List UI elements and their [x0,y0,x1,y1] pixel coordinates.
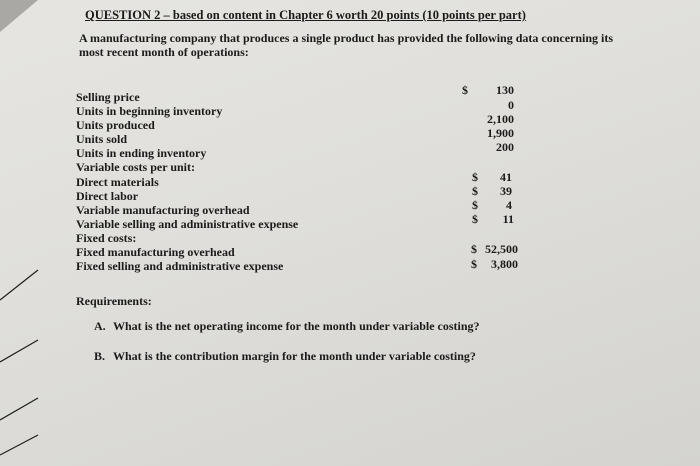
row-label-fixed-selling: Fixed selling and administrative expense [76,259,284,274]
requirement-b-text: What is the contribution margin for the month under variable costing? [113,349,476,363]
row-label-variable-costs: Variable costs per unit: [76,160,196,175]
row-label-fixed-costs: Fixed costs: [76,230,137,245]
page-corner [0,0,38,32]
row-label-beginning-inventory: Units in beginning inventory [76,104,223,119]
question-title: QUESTION 2 – based on content in Chapter 6 worth 20 points (10 points per part) [85,8,526,22]
value-variable-selling: 11 [502,212,514,226]
dollar-direct-labor: $ [472,184,478,198]
row-label-ending-inventory: Units in ending inventory [76,146,207,161]
requirement-b [94,349,476,364]
row-label-units-sold: Units sold [76,132,128,147]
requirements-heading: Requirements: [76,294,152,308]
value-fixed-selling: 3,800 [491,257,518,271]
value-beginning-inventory: 0 [508,98,514,112]
requirement-a-text: What is the net operating income for the month under variable costing? [113,319,480,333]
value-direct-materials: 41 [500,170,512,184]
value-ending-inventory: 200 [496,140,514,154]
row-label-direct-labor: Direct labor [76,188,139,203]
value-units-sold: 1,900 [487,126,514,140]
value-units-produced: 2,100 [487,112,514,126]
row-label-variable-selling: Variable selling and administrative expense [76,216,299,231]
value-fixed-overhead: 52,500 [485,242,518,256]
value-direct-labor: 39 [500,184,512,198]
requirement-a [94,319,480,334]
requirement-b-letter: B. [94,349,106,363]
row-label-units-produced: Units produced [76,118,155,133]
dollar-selling-price: $ [462,83,468,97]
value-variable-overhead: 4 [506,198,512,212]
dollar-direct-materials: $ [472,170,478,184]
row-label-variable-overhead: Variable manufacturing overhead [76,202,250,217]
dollar-fixed-selling: $ [471,257,477,271]
row-label-fixed-overhead: Fixed manufacturing overhead [76,245,235,260]
value-selling-price: 130 [496,83,514,97]
data-labels [76,90,298,273]
dollar-variable-selling: $ [472,212,478,226]
row-label-direct-materials: Direct materials [76,174,159,189]
question-intro: A manufacturing company that produces a single product has provided the following data concerning its most recent month of operations: [79,31,614,59]
dollar-variable-overhead: $ [472,198,478,212]
requirement-a-letter: A. [94,319,106,333]
dollar-fixed-overhead: $ [471,242,477,256]
row-label-selling-price: Selling price [76,90,140,104]
